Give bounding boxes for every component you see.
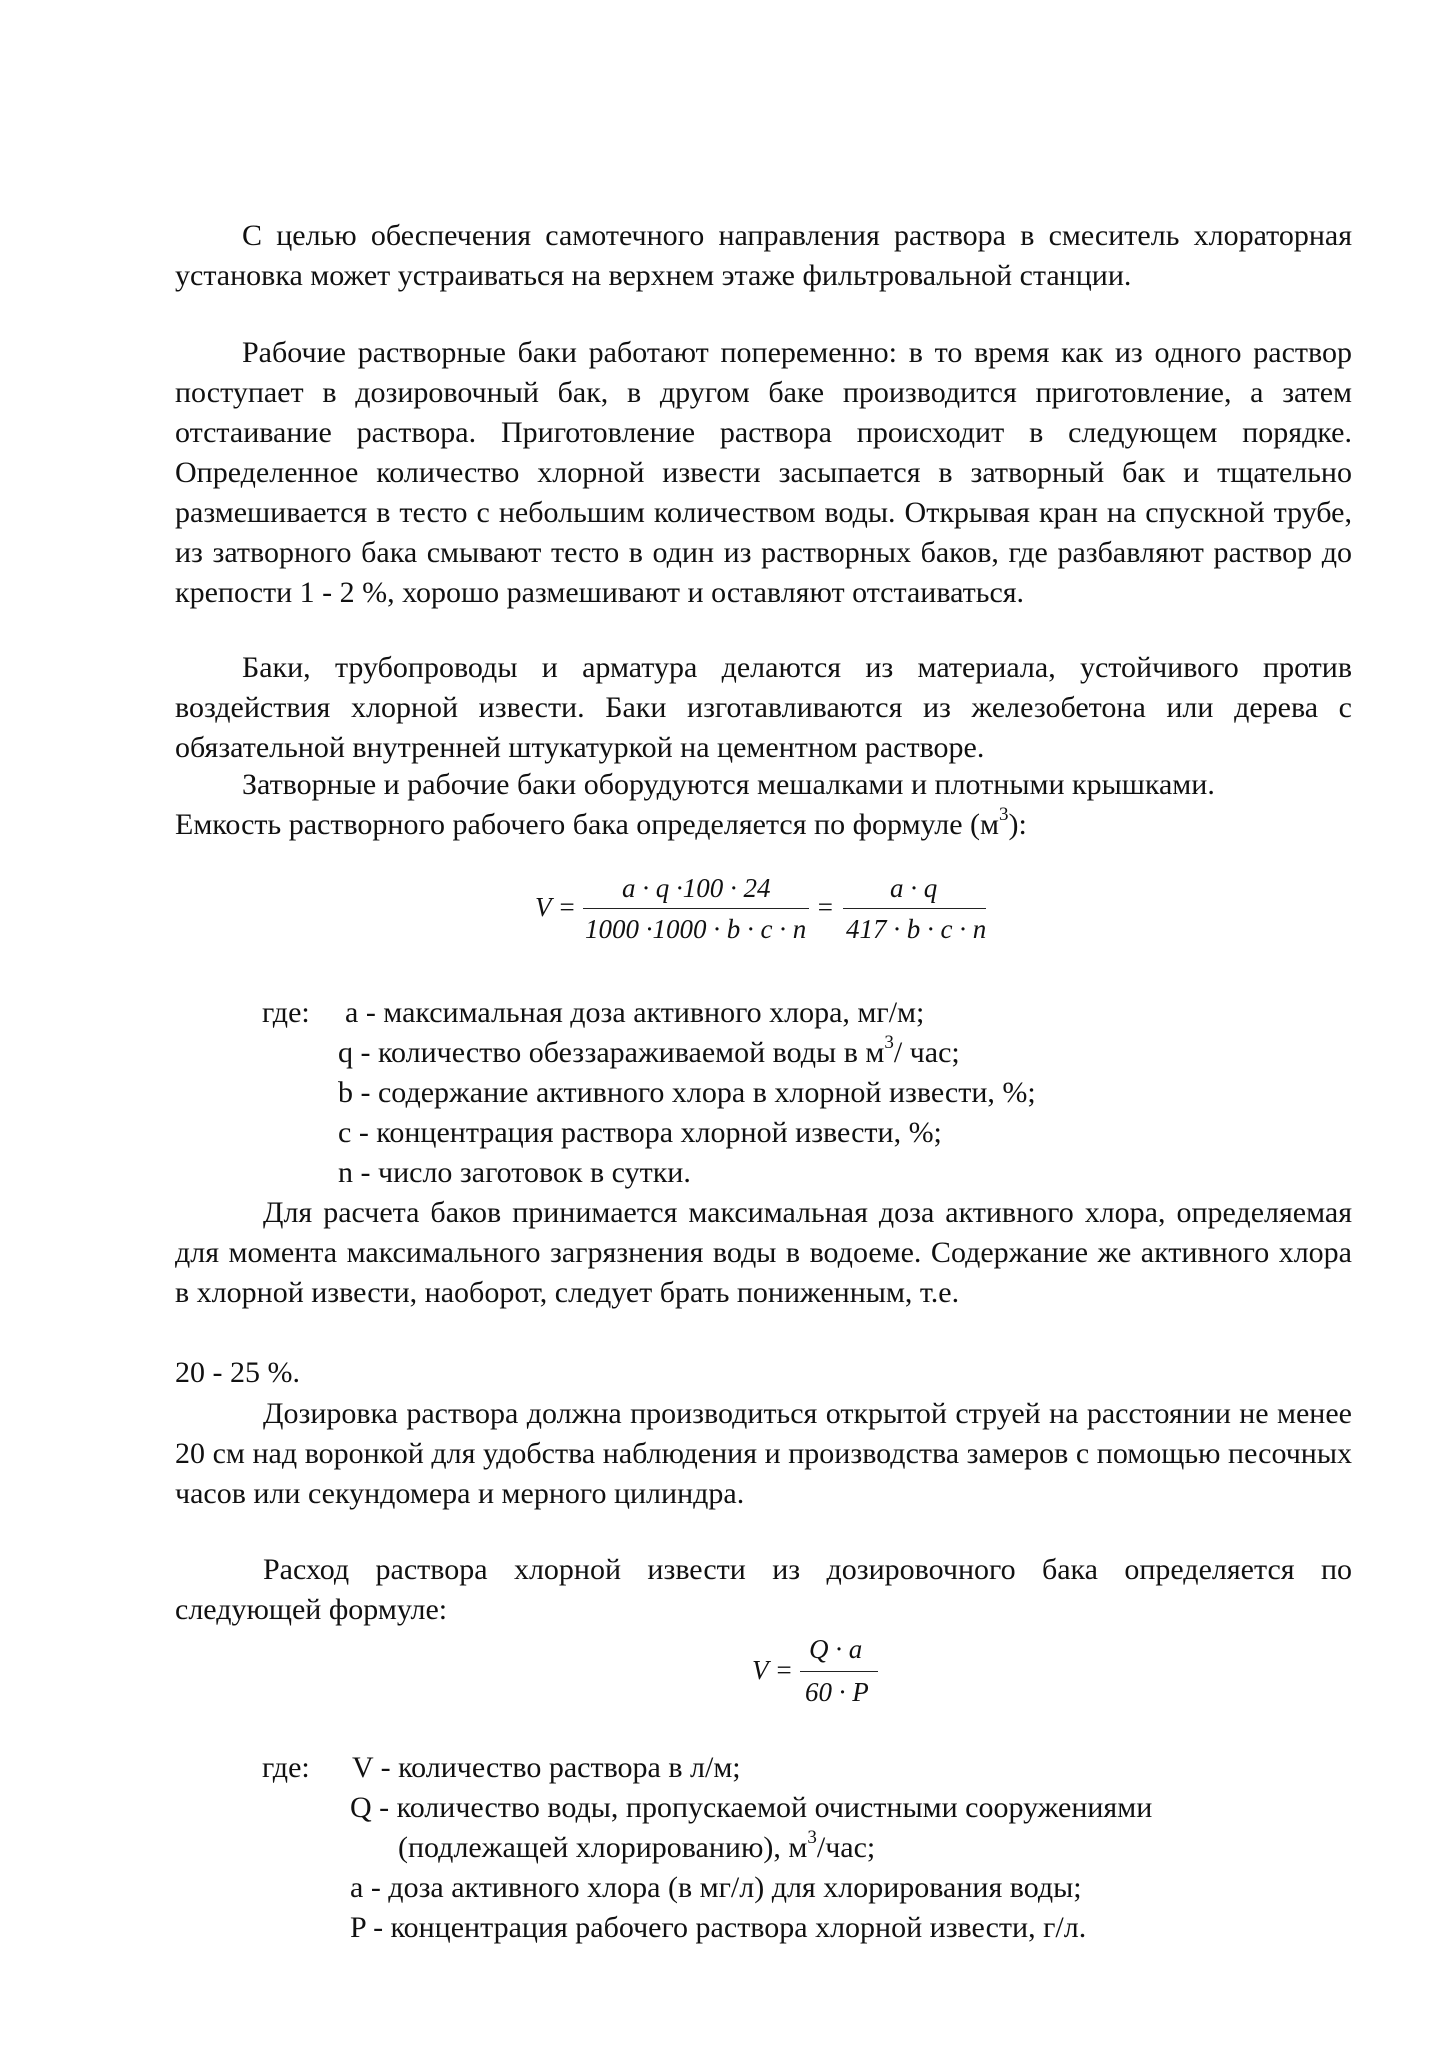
formula2-denominator: 60 · P (805, 1677, 869, 1707)
paragraph-tank-materials: Баки, трубопроводы и арматура делаются из материала, устойчивого против воздействия хлорной извести. Баки изготавливаются из железобетона или дерева с обязательной внутренней штукатуркой на цементном растворе. (175, 651, 1352, 764)
paragraph-chlorinator-location: С целью обеспечения самотечного направления раствора в смеситель хлораторная установка может устраиваться на верхнем этаже фильтровальной станции. (175, 219, 1352, 292)
formula2-fraction-bar (800, 1671, 878, 1672)
legend2-Q-end: /час; (816, 1831, 876, 1864)
legend1-q-end: / час; (893, 1036, 960, 1069)
capacity-intro-text: Емкость растворного рабочего бака определяется по формуле (м (175, 808, 1000, 841)
legend2-Q-text: (подлежащей хлорированию), м (398, 1831, 808, 1864)
cubic-superscript: 3 (999, 804, 1009, 825)
formula1-numerator-1: a · q ·100 · 24 (622, 873, 771, 903)
paragraph-mixers-line: Затворные и рабочие баки оборудуются мешалками и плотными крышками. (242, 768, 1215, 801)
legend1-q-text: q - количество обеззараживаемой воды в м (338, 1036, 885, 1069)
formula1-equals: = (816, 892, 835, 922)
paragraph-capacity-intro (175, 805, 1027, 845)
formula1-numerator-2: a · q (890, 873, 938, 903)
legend1-q-superscript: 3 (884, 1032, 894, 1053)
formula2-numerator: Q · a (809, 1634, 863, 1664)
paragraph-consumption: Расход раствора хлорной извести из дозировочного бака определяется по следующей формуле: (175, 1553, 1352, 1626)
legend1-q (338, 1033, 960, 1073)
legend2-P: P - концентрация рабочего раствора хлорной извести, г/л. (350, 1911, 1087, 1944)
legend1-n: n - число заготовок в сутки. (338, 1156, 691, 1189)
capacity-intro-end: ): (1008, 808, 1027, 841)
legend1-c: c - концентрация раствора хлорной извести, %; (338, 1116, 942, 1149)
paragraph-solution-tanks: Рабочие растворные баки работают попеременно: в то время как из одного раствор поступает в дозировочный бак, в другом баке производится приготовление, а затем отстаивание раствора. Приготовление раствора происходит в следующем порядке. Определенное количество хлорной извести засыпается в затворный бак и тщательно размешивается в тесто с небольшим количеством воды. Открывая кран на спускной трубе, из затворного бака смывают тесто в один из растворных баков, где разбавляют раствор до крепости 1 - 2 %, хорошо размешивают и оставляют отстаиваться. (175, 336, 1352, 609)
legend1-a: a - максимальная доза активного хлора, мг/м; (345, 996, 925, 1029)
paragraph-calculation-range: 20 - 25 %. (175, 1356, 300, 1389)
legend2-where: где: (262, 1751, 310, 1784)
legend2-Q-superscript: 3 (807, 1827, 817, 1848)
legend2-V: V - количество раствора в л/м; (352, 1751, 741, 1784)
legend2-Q-line1: Q - количество воды, пропускаемой очистными сооружениями (350, 1791, 1153, 1824)
formula1-fraction-bar-2 (843, 908, 986, 909)
legend2-a: a - доза активного хлора (в мг/л) для хлорирования воды; (350, 1871, 1082, 1904)
legend1-b: b - содержание активного хлора в хлорной извести, %; (338, 1076, 1036, 1109)
paragraph-calculation-dose: Для расчета баков принимается максимальная доза активного хлора, определяемая для момента максимального загрязнения воды в водоеме. Содержание же активного хлора в хлорной извести, наоборот, следует брать пониженным, т.е. (175, 1196, 1352, 1309)
paragraph-dosing: Дозировка раствора должна производиться открытой струей на расстоянии не менее 20 см над воронкой для удобства наблюдения и производства замеров с помощью песочных часов или секундомера и мерного цилиндра. (175, 1397, 1352, 1510)
formula1-lhs: V = (535, 892, 576, 922)
formula2-lhs: V = (752, 1655, 793, 1685)
formula1-denominator-2: 417 · b · c · n (846, 914, 987, 944)
legend1-where: где: (262, 996, 310, 1029)
legend2-Q-line2 (398, 1828, 875, 1868)
formula1-fraction-bar-1 (583, 908, 809, 909)
formula1-denominator-1: 1000 ·1000 · b · c · n (585, 914, 807, 944)
